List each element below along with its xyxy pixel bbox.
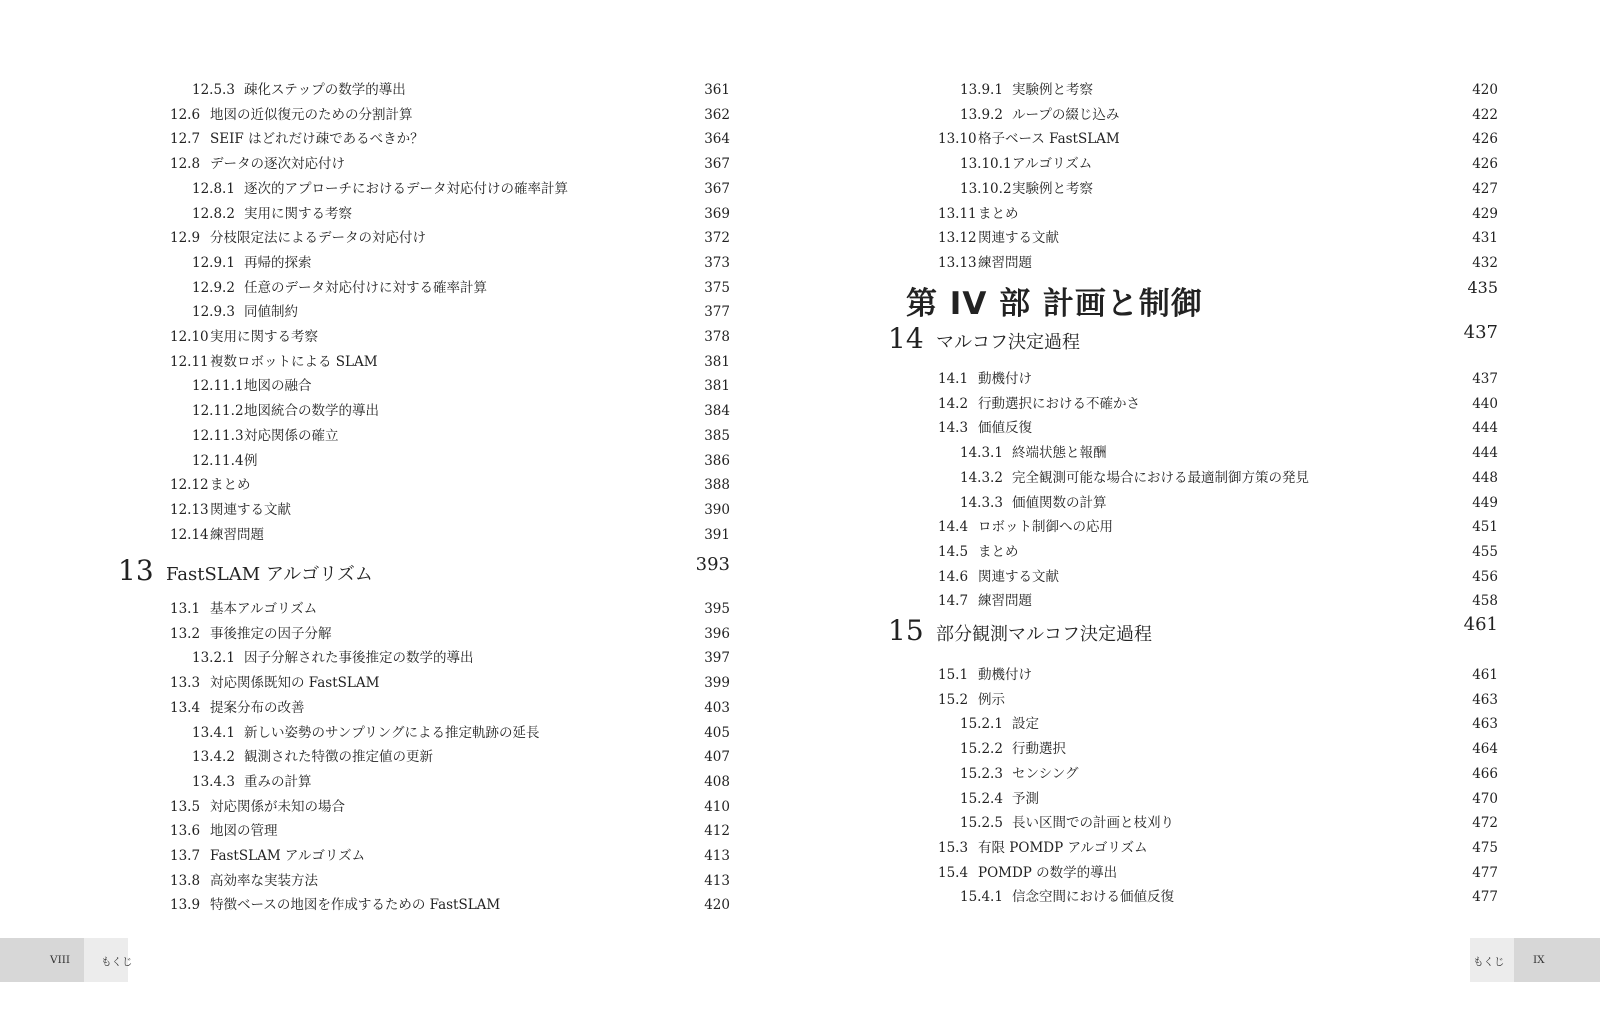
toc-entry [960,764,1498,784]
toc-entry-title: 分枝限定法によるデータの対応付け [210,230,426,247]
toc-entry-number: 15.4.1 [960,889,1003,906]
toc-entry-page: 429 [1472,205,1498,222]
toc-entry-page: 369 [704,205,730,222]
toc-entry-title: 長い区間での計画と枝刈り [1012,815,1174,832]
toc-entry-number: 14.5 [938,543,969,560]
toc-entry-page: 449 [1472,494,1498,511]
toc-entry-title: 例 [244,452,258,469]
toc-entry-page: 372 [704,230,730,247]
toc-entry-page: 444 [1472,420,1498,437]
toc-entry-page: 440 [1472,395,1498,412]
chapter-page-number: 393 [695,554,730,575]
toc-entry-number: 15.2.5 [960,815,1003,832]
toc-entry-number: 13.10 [938,131,977,148]
toc-entry-title: 提案分布の改善 [210,699,305,716]
toc-entry-title: 任意のデータ対応付けに対する確率計算 [244,279,487,296]
toc-entry-title: 関連する文献 [210,501,291,518]
toc-entry-page: 385 [704,427,730,444]
toc-entry-page: 461 [1472,667,1498,683]
toc-entry-number: 13.6 [170,823,201,840]
toc-entry-title: 関連する文献 [978,568,1059,585]
toc-entry-page: 381 [704,378,730,395]
toc-entry [170,500,730,520]
toc-entry-number: 12.8 [170,156,201,173]
toc-entry [938,394,1498,414]
toc-entry-title: 行動選択 [1012,741,1066,758]
toc-entry-number: 12.11.3 [192,427,244,444]
toc-entry-title: 実用に関する考察 [210,329,318,345]
toc-entry [170,599,730,619]
toc-entry [170,821,730,841]
toc-entry-number: 13.5 [170,798,201,815]
toc-entry-title: FastSLAM アルゴリズム [210,848,366,864]
toc-entry-page: 470 [1472,790,1498,807]
toc-entry-page: 420 [1472,82,1498,98]
toc-entry-page: 463 [1472,691,1498,708]
toc-entry-page: 422 [1472,106,1498,123]
toc-entry-page: 427 [1472,180,1498,197]
toc-entry-page: 426 [1472,156,1498,173]
toc-entry-title: 行動選択における不確かさ [978,395,1140,412]
toc-entry [938,542,1498,562]
toc-entry [170,698,730,718]
toc-entry-page: 456 [1472,568,1498,585]
toc-entry-number: 12.12 [170,477,209,494]
toc-entry-title: 事後推定の因子分解 [210,625,332,642]
toc-entry-number: 13.9.1 [960,82,1003,98]
toc-entry-title: 設定 [1012,716,1039,733]
toc-entry-page: 362 [704,106,730,123]
toc-entry-number: 14.3.3 [960,494,1003,511]
toc-entry [938,369,1498,389]
toc-entry-page: 477 [1472,864,1498,881]
toc-entry-title: 練習問題 [978,593,1032,610]
toc-entry-number: 13.11 [938,205,977,222]
toc-entry-number: 15.2.3 [960,765,1003,782]
toc-entry [938,129,1498,149]
toc-entry-page: 444 [1472,445,1498,462]
toc-entry-title: 関連する文献 [978,230,1059,247]
part-title: 第 IV 部 計画と制御 [906,286,1203,322]
toc-entry [960,154,1498,174]
toc-entry-number: 13.1 [170,601,201,617]
chapter-number: 14 [888,322,924,355]
toc-entry-page: 390 [704,501,730,518]
toc-entry-page: 475 [1472,839,1498,856]
toc-entry-title: 複数ロボットによる SLAM [210,353,378,370]
toc-entry-page: 361 [704,82,730,98]
toc-entry-page: 396 [704,625,730,642]
toc-entry-number: 15.2.2 [960,741,1003,758]
toc-entry-page: 458 [1472,593,1498,610]
toc-entry [192,747,730,767]
toc-entry-title: 逐次的アプローチにおけるデータ対応付けの確率計算 [244,180,568,197]
toc-entry-title: 実験例と考察 [1012,82,1093,98]
toc-entry-page: 408 [704,773,730,790]
toc-entry-title: 終端状態と報酬 [1012,445,1107,462]
toc-entry-page: 395 [704,601,730,617]
toc-entry-number: 12.9.3 [192,304,235,321]
footer-page-tab [1514,938,1600,982]
toc-entry-number: 12.5.3 [192,82,235,98]
toc-entry [938,228,1498,248]
toc-entry [170,228,730,248]
toc-entry-page: 381 [704,353,730,370]
toc-entry-number: 13.10.2 [960,180,1012,197]
toc-entry [170,525,730,545]
toc-entry [960,105,1498,125]
right-page [800,0,1600,1029]
toc-entry-title: 信念空間における価値反復 [1012,889,1174,906]
toc-entry-number: 12.11.1 [192,378,244,395]
toc-entry [960,739,1498,759]
toc-entry-page: 413 [704,848,730,864]
toc-entry [170,797,730,817]
toc-entry [938,253,1498,273]
chapter-page-number: 461 [1463,614,1498,635]
toc-entry-page: 364 [704,131,730,148]
toc-entry-page: 410 [704,798,730,815]
toc-entry [192,648,730,668]
toc-entry-title: 練習問題 [978,254,1032,271]
toc-entry [938,418,1498,438]
toc-entry-number: 13.10.1 [960,156,1012,173]
toc-entry-number: 12.11 [170,353,209,370]
toc-entry-title: 対応関係の確立 [244,427,339,444]
toc-entry [192,723,730,743]
toc-entry-page: 367 [704,180,730,197]
toc-entry-title: アルゴリズム [1012,156,1093,173]
toc-entry-number: 15.3 [938,839,969,856]
toc-entry-title: データの逐次対応付け [210,156,345,173]
toc-entry-title: 対応関係が未知の場合 [210,798,345,815]
chapter-title: FastSLAM アルゴリズム [166,564,373,585]
toc-entry [192,401,730,421]
toc-entry [960,179,1498,199]
toc-entry-number: 13.4 [170,699,201,716]
toc-entry-number: 14.4 [938,519,969,536]
toc-entry-page: 455 [1472,543,1498,560]
toc-entry [192,179,730,199]
toc-entry-title: 実験例と考察 [1012,180,1093,197]
toc-entry-page: 405 [704,724,730,741]
toc-entry-number: 14.6 [938,568,969,585]
toc-entry-title: 実用に関する考察 [244,205,352,222]
toc-entry [170,352,730,372]
toc-entry [170,327,730,347]
toc-entry-title: 地図の近似復元のための分割計算 [210,106,413,123]
footer-page-number: VIII [50,954,71,966]
toc-entry-page: 413 [704,872,730,889]
toc-entry-number: 14.3.2 [960,469,1003,486]
toc-entry-number: 12.8.2 [192,205,235,222]
toc-entry-number: 13.4.2 [192,749,235,766]
toc-entry [938,665,1498,685]
chapter-heading-14 [888,322,1498,355]
toc-entry-page: 384 [704,403,730,420]
toc-entry [192,376,730,396]
toc-entry [960,443,1498,463]
toc-entry-title: 疎化ステップの数学的導出 [244,82,406,98]
toc-entry [170,475,730,495]
toc-entry-number: 13.8 [170,872,201,889]
toc-entry-title: 格子ベース FastSLAM [978,131,1120,148]
footer-page-number: IX [1533,954,1545,966]
toc-entry-number: 15.4 [938,864,969,881]
toc-entry-number: 13.9.2 [960,106,1003,123]
toc-entry-page: 463 [1472,716,1498,733]
toc-entry-number: 12.9.2 [192,279,235,296]
toc-entry-title: 重みの計算 [244,773,312,790]
toc-entry-number: 13.3 [170,675,201,692]
toc-entry [170,673,730,693]
footer-page-tab [0,938,84,982]
toc-entry-title: まとめ [978,543,1019,560]
toc-entry-title: 価値反復 [978,420,1032,437]
toc-entry-number: 14.7 [938,593,969,610]
toc-entry-number: 13.13 [938,254,977,271]
toc-entry [192,451,730,471]
toc-entry-page: 386 [704,452,730,469]
toc-entry [170,154,730,174]
toc-entry-title: センシング [1012,765,1079,782]
toc-entry [960,714,1498,734]
toc-entry [960,468,1498,488]
chapter-title: 部分観測マルコフ決定過程 [936,624,1152,645]
toc-entry-page: 472 [1472,815,1498,832]
toc-entry-title: 再帰的探索 [244,254,312,271]
toc-entry [938,517,1498,537]
toc-entry-title: 完全観測可能な場合における最適制御方策の発見 [1012,469,1309,486]
toc-entry-page: 477 [1472,889,1498,906]
toc-entry-title: 地図統合の数学的導出 [244,403,379,420]
toc-entry-number: 12.10 [170,329,209,345]
toc-entry [192,426,730,446]
toc-entry-page: 412 [704,823,730,840]
toc-entry-page: 378 [704,329,730,345]
toc-entry [960,813,1498,833]
toc-entry [938,204,1498,224]
toc-entry-number: 12.11.4 [192,452,244,469]
toc-entry [170,624,730,644]
toc-entry-page: 375 [704,279,730,296]
toc-entry-title: 予測 [1012,790,1039,807]
toc-entry-number: 14.3.1 [960,445,1003,462]
toc-entry-title: SEIF はどれだけ疎であるべきか？ [210,131,424,148]
toc-entry [192,772,730,792]
toc-entry-number: 14.2 [938,395,969,412]
toc-entry-title: 例示 [978,691,1005,708]
toc-entry-number: 13.4.3 [192,773,235,790]
toc-entry-title: ロボット制御への応用 [978,519,1113,536]
toc-entry-title: 価値関数の計算 [1012,494,1107,511]
toc-entry [192,302,730,322]
toc-entry [938,690,1498,710]
chapter-page-number: 437 [1463,322,1498,343]
toc-entry-number: 13.12 [938,230,977,247]
toc-entry-number: 12.8.1 [192,180,235,197]
chapter-heading-13 [118,554,730,587]
toc-entry-title: まとめ [210,477,251,494]
toc-entry-title: 新しい姿勢のサンプリングによる推定軌跡の延長 [244,724,540,741]
toc-entry [192,278,730,298]
toc-entry [192,80,730,100]
toc-entry-page: 367 [704,156,730,173]
toc-entry-title: 観測された特徴の推定値の更新 [244,749,433,766]
toc-entry-number: 13.7 [170,848,201,864]
chapter-number: 13 [118,554,154,587]
toc-entry [938,838,1498,858]
toc-entry-page: 431 [1472,230,1498,247]
toc-entry-number: 14.3 [938,420,969,437]
toc-entry-title: 地図の融合 [244,378,312,395]
toc-entry-page: 451 [1472,519,1498,536]
chapter-heading-15 [888,614,1498,647]
toc-entry-number: 12.9 [170,230,201,247]
toc-entry [938,591,1498,611]
toc-entry-title: 練習問題 [210,526,264,543]
toc-entry-number: 13.9 [170,897,201,914]
toc-entry-title: まとめ [978,205,1019,222]
toc-entry-page: 403 [704,699,730,716]
part-page-number: 435 [1467,278,1498,297]
toc-entry [960,887,1498,907]
toc-entry-title: 対応関係既知の FastSLAM [210,675,380,692]
toc-entry-title: 動機付け [978,371,1032,387]
toc-entry-number: 14.1 [938,371,969,387]
toc-entry-number: 12.14 [170,526,209,543]
toc-entry-number: 12.9.1 [192,254,235,271]
toc-entry [960,80,1498,100]
toc-entry-page: 377 [704,304,730,321]
toc-entry-number: 13.2.1 [192,650,235,667]
toc-entry-number: 12.6 [170,106,201,123]
toc-entry-number: 13.4.1 [192,724,235,741]
toc-entry-page: 397 [704,650,730,667]
toc-entry-title: POMDP の数学的導出 [978,864,1118,881]
toc-entry-page: 388 [704,477,730,494]
toc-entry-title: 動機付け [978,667,1032,683]
toc-entry-number: 15.2.4 [960,790,1003,807]
toc-entry [192,253,730,273]
toc-entry-number: 15.2.1 [960,716,1003,733]
toc-entry-number: 15.1 [938,667,969,683]
toc-entry [170,871,730,891]
toc-entry-page: 407 [704,749,730,766]
toc-entry-page: 466 [1472,765,1498,782]
toc-entry-page: 432 [1472,254,1498,271]
chapter-number: 15 [888,614,924,647]
toc-entry-page: 464 [1472,741,1498,758]
toc-entry-title: ループの綴じ込み [1012,106,1120,123]
toc-entry [938,863,1498,883]
toc-entry-page: 448 [1472,469,1498,486]
toc-entry-title: 高効率な実装方法 [210,872,318,889]
toc-entry-number: 12.11.2 [192,403,244,420]
toc-entry-title: 同値制約 [244,304,298,321]
toc-entry-number: 13.2 [170,625,201,642]
footer-section-label: もくじ [1473,956,1505,968]
toc-entry-page: 437 [1472,371,1498,387]
toc-entry [192,204,730,224]
part-heading-iv [906,278,1498,323]
toc-entry [960,493,1498,513]
toc-entry-page: 426 [1472,131,1498,148]
toc-entry [170,895,730,915]
toc-entry [170,846,730,866]
toc-entry [938,567,1498,587]
footer-section-label: もくじ [101,956,133,968]
toc-entry-title: 特徴ベースの地図を作成するための FastSLAM [210,897,501,914]
toc-entry-page: 373 [704,254,730,271]
toc-entry-number: 15.2 [938,691,969,708]
toc-entry-page: 420 [704,897,730,914]
toc-entry-page: 399 [704,675,730,692]
toc-entry-title: 因子分解された事後推定の数学的導出 [244,650,474,667]
toc-entry-number: 12.7 [170,131,201,148]
toc-entry-number: 12.13 [170,501,209,518]
toc-entry-title: 基本アルゴリズム [210,601,318,617]
toc-entry [960,789,1498,809]
toc-entry-title: 地図の管理 [210,823,278,840]
toc-entry [170,129,730,149]
chapter-title: マルコフ決定過程 [936,332,1080,353]
toc-entry-title: 有限 POMDP アルゴリズム [978,839,1148,856]
toc-entry-page: 391 [704,526,730,543]
toc-entry [170,105,730,125]
